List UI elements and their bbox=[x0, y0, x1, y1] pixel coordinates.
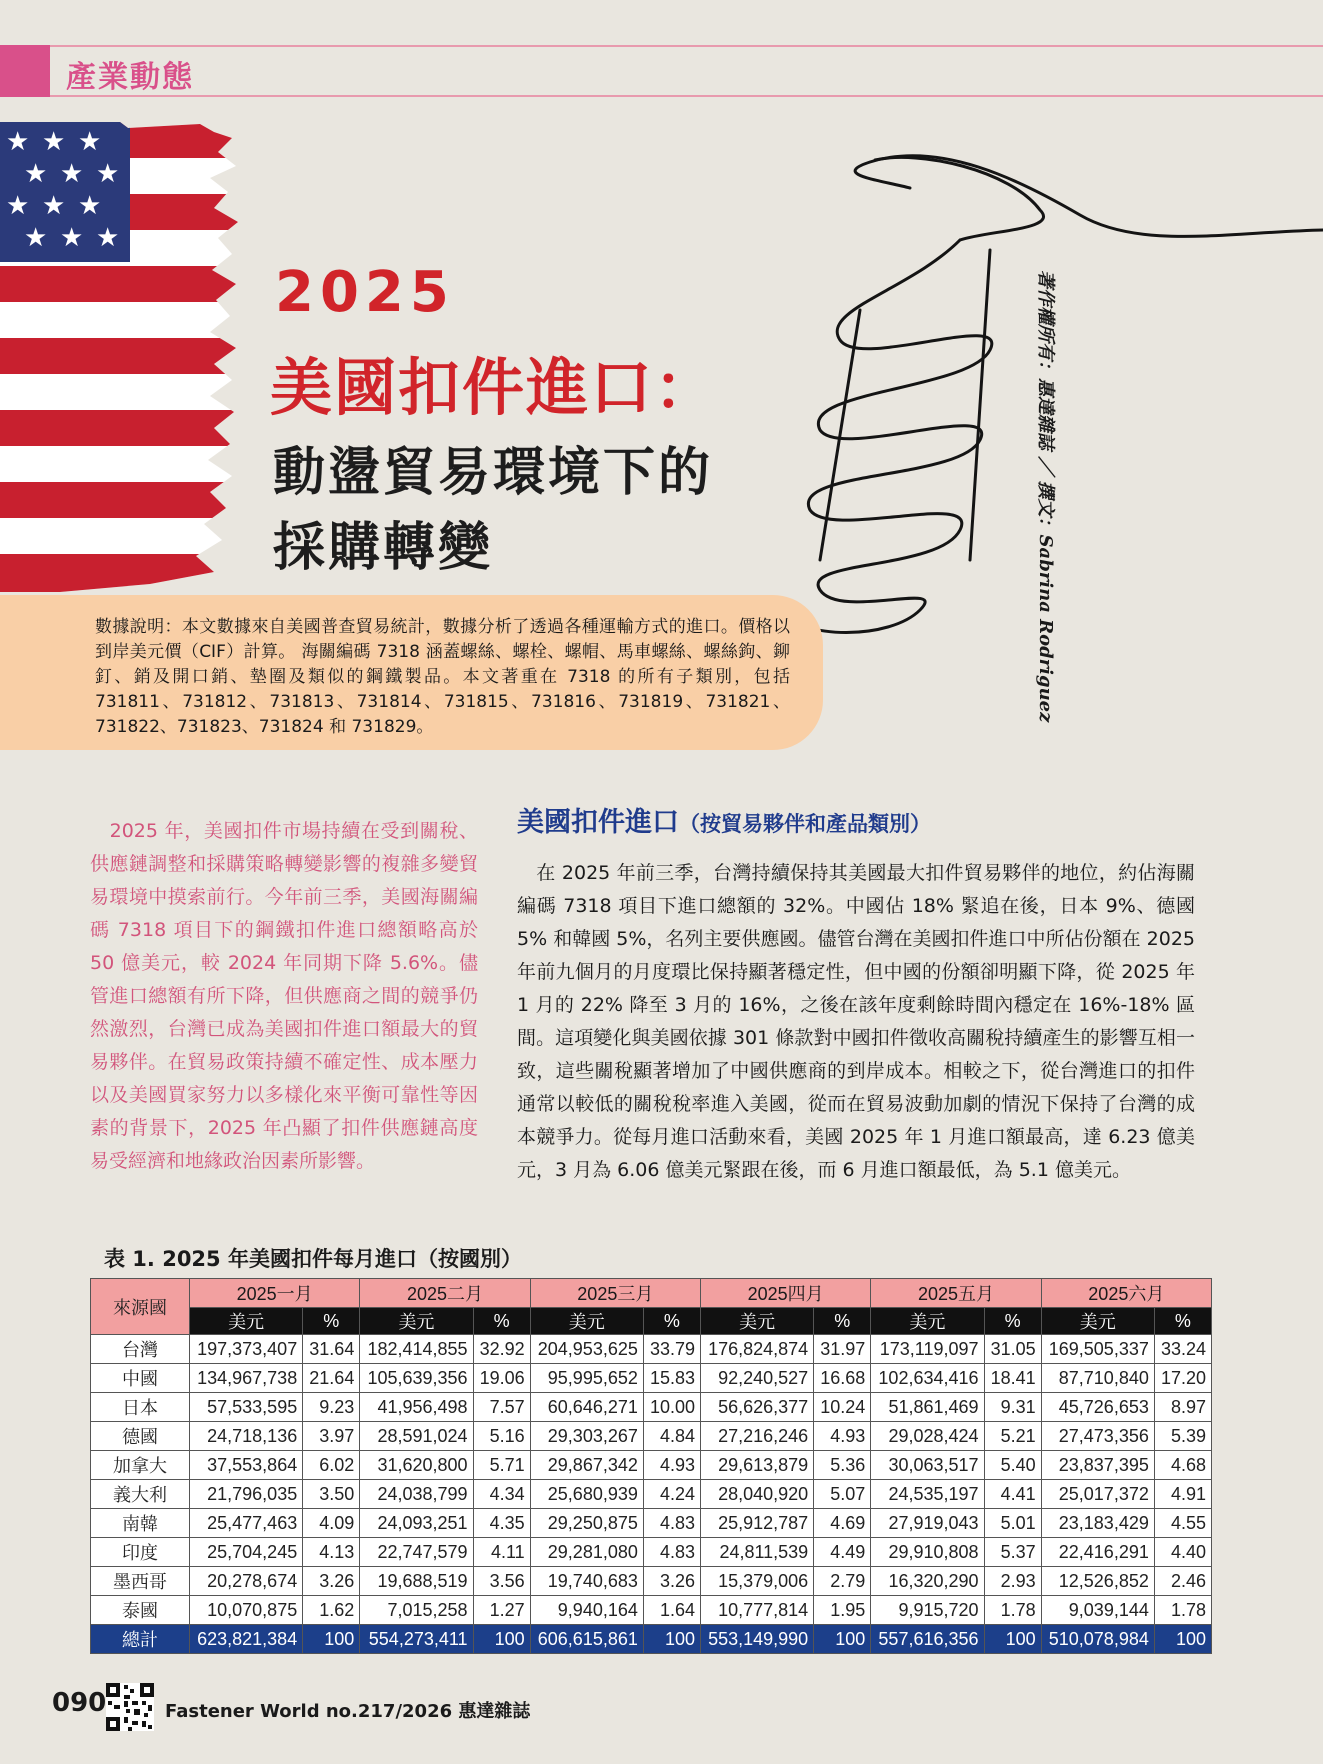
svg-text:★: ★ bbox=[24, 223, 48, 253]
table-row bbox=[91, 1596, 1212, 1625]
pct-value-cell: 4.11 bbox=[473, 1538, 530, 1567]
usd-header: 美元 bbox=[360, 1308, 473, 1335]
pct-value-cell: 33.79 bbox=[643, 1335, 700, 1364]
source-country-header: 來源國 bbox=[91, 1279, 190, 1335]
pct-value-cell: 1.78 bbox=[1154, 1596, 1211, 1625]
magazine-name: Fastener World no.217/2026 惠達雜誌 bbox=[165, 1701, 531, 1722]
header-bottom-rule bbox=[50, 95, 1323, 97]
pct-value-cell: 5.16 bbox=[473, 1422, 530, 1451]
pct-value-cell: 9.23 bbox=[303, 1393, 360, 1422]
usd-header: 美元 bbox=[700, 1308, 813, 1335]
usd-value-cell: 169,505,337 bbox=[1041, 1335, 1154, 1364]
usd-value-cell: 7,015,258 bbox=[360, 1596, 473, 1625]
usd-value-cell: 27,216,246 bbox=[700, 1422, 813, 1451]
usd-value-cell: 182,414,855 bbox=[360, 1335, 473, 1364]
section-body: 在 2025 年前三季，台灣持續保持其美國最大扣件貿易夥伴的地位，約佔海關編碼 7318 項目下進口總額的 32%。中國佔 18% 緊追在後，日本 9%、德國 5% 和韓國 5%，名列主要供應國。儘管台灣在美國扣件進口中所佔份額在 2025 年前九個月的月度環比保持顯著穩定性，但中國的份額卻明顯下降，從 2025 年 1 月的 22% 降至 3 月的 16%，之後在該年度剩餘時間內穩定在 16%-18% 區間。這項變化與美國依據 301 條款對中國扣件徵收高關稅持續產生的影響互相一致，這些關稅顯著增加了中國供應商的到岸成本。相較之下，從台灣進口的扣件通常以較低的關稅稅率進入美國，從而在貿易波動加劇的情況下保持了台灣的成本競爭力。從每月進口活動來看，美國 2025 年 1 月進口額最高，達 6.23 億美元，3 月為 6.06 億美元緊跟在後，而 6 月進口額最低，為 5.1 億美元。 bbox=[517, 862, 1195, 1181]
usd-value-cell: 31,620,800 bbox=[360, 1451, 473, 1480]
usd-value-cell: 553,149,990 bbox=[700, 1625, 813, 1654]
pct-header: % bbox=[303, 1308, 360, 1335]
svg-text:★: ★ bbox=[60, 223, 84, 253]
usd-value-cell: 9,940,164 bbox=[530, 1596, 643, 1625]
usd-value-cell: 29,867,342 bbox=[530, 1451, 643, 1480]
pct-header: % bbox=[984, 1308, 1041, 1335]
pct-value-cell: 4.13 bbox=[303, 1538, 360, 1567]
usd-value-cell: 27,919,043 bbox=[871, 1509, 984, 1538]
usd-value-cell: 24,811,539 bbox=[700, 1538, 813, 1567]
section-heading bbox=[517, 800, 931, 839]
svg-text:★: ★ bbox=[42, 191, 66, 221]
monthly-imports-table bbox=[90, 1278, 1212, 1654]
usd-value-cell: 10,070,875 bbox=[190, 1596, 303, 1625]
usd-value-cell: 29,028,424 bbox=[871, 1422, 984, 1451]
usd-value-cell: 10,777,814 bbox=[700, 1596, 813, 1625]
usd-value-cell: 29,303,267 bbox=[530, 1422, 643, 1451]
usd-value-cell: 29,281,080 bbox=[530, 1538, 643, 1567]
country-cell: 總計 bbox=[91, 1625, 190, 1654]
table-month-header-row bbox=[91, 1279, 1212, 1308]
usd-value-cell: 623,821,384 bbox=[190, 1625, 303, 1654]
intro-paragraph: 2025 年，美國扣件市場持續在受到關稅、供應鏈調整和採購策略轉變影響的複雜多變貿易環境中摸索前行。今年前三季，美國海關編碼 7318 項目下的鋼鐵扣件進口總額略高於 50 億美元，較 2024 年同期下降 5.6%。儘管進口總額有所下降，但供應商之間的競爭仍然激烈，台灣已成為美國扣件進口額最大的貿易夥伴。在貿易政策持續不確定性、成本壓力以及美國買家努力以多樣化來平衡可靠性等因素的背景下，2025 年凸顯了扣件供應鏈高度易受經濟和地緣政治因素所影響。 bbox=[90, 820, 478, 1172]
pct-value-cell: 100 bbox=[984, 1625, 1041, 1654]
pct-value-cell: 32.92 bbox=[473, 1335, 530, 1364]
country-cell: 加拿大 bbox=[91, 1451, 190, 1480]
usd-value-cell: 28,591,024 bbox=[360, 1422, 473, 1451]
section-header bbox=[0, 45, 1323, 97]
usd-value-cell: 204,953,625 bbox=[530, 1335, 643, 1364]
usd-value-cell: 134,967,738 bbox=[190, 1364, 303, 1393]
usd-value-cell: 25,912,787 bbox=[700, 1509, 813, 1538]
pct-value-cell: 1.78 bbox=[984, 1596, 1041, 1625]
pct-value-cell: 16.68 bbox=[814, 1364, 871, 1393]
usd-value-cell: 22,416,291 bbox=[1041, 1538, 1154, 1567]
pct-value-cell: 5.21 bbox=[984, 1422, 1041, 1451]
usd-value-cell: 25,017,372 bbox=[1041, 1480, 1154, 1509]
usd-header: 美元 bbox=[871, 1308, 984, 1335]
pct-value-cell: 4.24 bbox=[643, 1480, 700, 1509]
usd-value-cell: 19,740,683 bbox=[530, 1567, 643, 1596]
data-note-box bbox=[0, 595, 823, 750]
usd-header: 美元 bbox=[530, 1308, 643, 1335]
table-row bbox=[91, 1422, 1212, 1451]
pct-value-cell: 33.24 bbox=[1154, 1335, 1211, 1364]
pct-value-cell: 3.26 bbox=[303, 1567, 360, 1596]
data-note-text: 數據說明：本文數據來自美國普查貿易統計，數據分析了透過各種運輸方式的進口。價格以到岸美元價（CIF）計算。 海關編碼 7318 涵蓋螺絲、螺栓、螺帽、馬車螺絲、螺絲鉤、鉚釘、銷及開口銷、墊圈及類似的鋼鐵製品。本文著重在 7318 的所有子類別，包括 731811、731812、731813、731814、731815、731816、731819、731821、731822、731823、731824 和 731829。 bbox=[95, 617, 790, 737]
usd-value-cell: 45,726,653 bbox=[1041, 1393, 1154, 1422]
table-row bbox=[91, 1364, 1212, 1393]
us-flag-illustration bbox=[0, 122, 240, 592]
svg-text:★: ★ bbox=[78, 191, 102, 221]
pct-value-cell: 10.00 bbox=[643, 1393, 700, 1422]
pct-value-cell: 4.34 bbox=[473, 1480, 530, 1509]
pct-value-cell: 19.06 bbox=[473, 1364, 530, 1393]
pct-value-cell: 4.40 bbox=[1154, 1538, 1211, 1567]
month-header: 2025四月 bbox=[700, 1279, 870, 1308]
usd-value-cell: 15,379,006 bbox=[700, 1567, 813, 1596]
pct-value-cell: 7.57 bbox=[473, 1393, 530, 1422]
country-cell: 南韓 bbox=[91, 1509, 190, 1538]
usd-value-cell: 510,078,984 bbox=[1041, 1625, 1154, 1654]
table-row bbox=[91, 1509, 1212, 1538]
pct-value-cell: 3.26 bbox=[643, 1567, 700, 1596]
pct-value-cell: 4.83 bbox=[643, 1509, 700, 1538]
pct-value-cell: 100 bbox=[814, 1625, 871, 1654]
usd-value-cell: 29,250,875 bbox=[530, 1509, 643, 1538]
usd-value-cell: 29,613,879 bbox=[700, 1451, 813, 1480]
month-header: 2025六月 bbox=[1041, 1279, 1211, 1308]
pct-header: % bbox=[1154, 1308, 1211, 1335]
usd-value-cell: 92,240,527 bbox=[700, 1364, 813, 1393]
author-credit-text: 著作權所有：惠達雜誌 ／ 撰文：Sabrina Rodriguez bbox=[1035, 270, 1056, 723]
country-cell: 台灣 bbox=[91, 1335, 190, 1364]
page-number: 090 bbox=[52, 1688, 107, 1718]
table-row bbox=[91, 1335, 1212, 1364]
section-heading-sub: （按貿易夥伴和產品類別） bbox=[679, 812, 931, 836]
usd-value-cell: 95,995,652 bbox=[530, 1364, 643, 1393]
pct-value-cell: 100 bbox=[303, 1625, 360, 1654]
pct-value-cell: 4.93 bbox=[643, 1451, 700, 1480]
country-cell: 墨西哥 bbox=[91, 1567, 190, 1596]
usd-value-cell: 23,183,429 bbox=[1041, 1509, 1154, 1538]
title-year: 2025 bbox=[275, 260, 455, 325]
usd-value-cell: 606,615,861 bbox=[530, 1625, 643, 1654]
pct-value-cell: 5.40 bbox=[984, 1451, 1041, 1480]
pct-value-cell: 4.69 bbox=[814, 1509, 871, 1538]
table-total-row bbox=[91, 1625, 1212, 1654]
pct-value-cell: 4.68 bbox=[1154, 1451, 1211, 1480]
usd-value-cell: 24,535,197 bbox=[871, 1480, 984, 1509]
pct-value-cell: 15.83 bbox=[643, 1364, 700, 1393]
author-credit bbox=[1030, 270, 1060, 723]
usd-value-cell: 24,038,799 bbox=[360, 1480, 473, 1509]
pct-value-cell: 5.07 bbox=[814, 1480, 871, 1509]
usd-value-cell: 176,824,874 bbox=[700, 1335, 813, 1364]
country-cell: 泰國 bbox=[91, 1596, 190, 1625]
svg-text:★: ★ bbox=[60, 159, 84, 189]
header-top-rule bbox=[0, 45, 1323, 47]
title-subtitle-line1: 動盪貿易環境下的 bbox=[273, 443, 714, 503]
usd-value-cell: 41,956,498 bbox=[360, 1393, 473, 1422]
table-row bbox=[91, 1480, 1212, 1509]
country-cell: 義大利 bbox=[91, 1480, 190, 1509]
pct-value-cell: 8.97 bbox=[1154, 1393, 1211, 1422]
title-subtitle-line2: 採購轉變 bbox=[273, 518, 494, 578]
pct-value-cell: 2.46 bbox=[1154, 1567, 1211, 1596]
pct-value-cell: 21.64 bbox=[303, 1364, 360, 1393]
svg-text:★: ★ bbox=[42, 127, 66, 157]
country-cell: 日本 bbox=[91, 1393, 190, 1422]
table-row bbox=[91, 1567, 1212, 1596]
pct-value-cell: 4.55 bbox=[1154, 1509, 1211, 1538]
pct-value-cell: 5.39 bbox=[1154, 1422, 1211, 1451]
pct-value-cell: 3.50 bbox=[303, 1480, 360, 1509]
usd-value-cell: 87,710,840 bbox=[1041, 1364, 1154, 1393]
usd-value-cell: 21,796,035 bbox=[190, 1480, 303, 1509]
table-row bbox=[91, 1393, 1212, 1422]
pct-value-cell: 100 bbox=[643, 1625, 700, 1654]
country-cell: 印度 bbox=[91, 1538, 190, 1567]
svg-text:★: ★ bbox=[96, 159, 120, 189]
usd-value-cell: 51,861,469 bbox=[871, 1393, 984, 1422]
pct-header: % bbox=[814, 1308, 871, 1335]
pct-value-cell: 4.84 bbox=[643, 1422, 700, 1451]
pct-value-cell: 4.49 bbox=[814, 1538, 871, 1567]
country-cell: 中國 bbox=[91, 1364, 190, 1393]
usd-value-cell: 24,718,136 bbox=[190, 1422, 303, 1451]
usd-value-cell: 557,616,356 bbox=[871, 1625, 984, 1654]
pct-value-cell: 17.20 bbox=[1154, 1364, 1211, 1393]
qr-code-icon bbox=[106, 1683, 154, 1731]
pct-value-cell: 1.27 bbox=[473, 1596, 530, 1625]
usd-value-cell: 9,915,720 bbox=[871, 1596, 984, 1625]
svg-text:★: ★ bbox=[6, 191, 30, 221]
month-header: 2025三月 bbox=[530, 1279, 700, 1308]
month-header: 2025二月 bbox=[360, 1279, 530, 1308]
pct-value-cell: 100 bbox=[473, 1625, 530, 1654]
usd-value-cell: 9,039,144 bbox=[1041, 1596, 1154, 1625]
pct-value-cell: 10.24 bbox=[814, 1393, 871, 1422]
usd-value-cell: 105,639,356 bbox=[360, 1364, 473, 1393]
usd-value-cell: 197,373,407 bbox=[190, 1335, 303, 1364]
pct-value-cell: 4.09 bbox=[303, 1509, 360, 1538]
pct-value-cell: 5.01 bbox=[984, 1509, 1041, 1538]
pct-value-cell: 3.56 bbox=[473, 1567, 530, 1596]
month-header: 2025五月 bbox=[871, 1279, 1041, 1308]
usd-value-cell: 60,646,271 bbox=[530, 1393, 643, 1422]
pct-value-cell: 1.62 bbox=[303, 1596, 360, 1625]
usd-value-cell: 27,473,356 bbox=[1041, 1422, 1154, 1451]
pct-value-cell: 5.71 bbox=[473, 1451, 530, 1480]
pct-value-cell: 1.95 bbox=[814, 1596, 871, 1625]
pct-value-cell: 2.79 bbox=[814, 1567, 871, 1596]
table-row bbox=[91, 1451, 1212, 1480]
svg-text:★: ★ bbox=[78, 127, 102, 157]
usd-value-cell: 554,273,411 bbox=[360, 1625, 473, 1654]
pct-value-cell: 5.37 bbox=[984, 1538, 1041, 1567]
usd-value-cell: 57,533,595 bbox=[190, 1393, 303, 1422]
usd-value-cell: 102,634,416 bbox=[871, 1364, 984, 1393]
section-label: 產業動態 bbox=[66, 60, 194, 95]
usd-value-cell: 56,626,377 bbox=[700, 1393, 813, 1422]
usd-value-cell: 16,320,290 bbox=[871, 1567, 984, 1596]
usd-value-cell: 24,093,251 bbox=[360, 1509, 473, 1538]
svg-text:★: ★ bbox=[96, 223, 120, 253]
imports-table-wrapper bbox=[90, 1278, 1212, 1654]
pct-value-cell: 31.64 bbox=[303, 1335, 360, 1364]
usd-value-cell: 30,063,517 bbox=[871, 1451, 984, 1480]
table-row bbox=[91, 1538, 1212, 1567]
pct-value-cell: 4.41 bbox=[984, 1480, 1041, 1509]
pct-value-cell: 4.83 bbox=[643, 1538, 700, 1567]
usd-value-cell: 29,910,808 bbox=[871, 1538, 984, 1567]
usd-value-cell: 25,680,939 bbox=[530, 1480, 643, 1509]
usd-value-cell: 37,553,864 bbox=[190, 1451, 303, 1480]
pct-value-cell: 2.93 bbox=[984, 1567, 1041, 1596]
usd-value-cell: 19,688,519 bbox=[360, 1567, 473, 1596]
pct-value-cell: 5.36 bbox=[814, 1451, 871, 1480]
pct-value-cell: 9.31 bbox=[984, 1393, 1041, 1422]
usd-value-cell: 20,278,674 bbox=[190, 1567, 303, 1596]
pct-value-cell: 4.35 bbox=[473, 1509, 530, 1538]
usd-value-cell: 28,040,920 bbox=[700, 1480, 813, 1509]
table-caption: 表 1. 2025 年美國扣件每月進口（按國別） bbox=[104, 1247, 522, 1271]
usd-value-cell: 12,526,852 bbox=[1041, 1567, 1154, 1596]
usd-header: 美元 bbox=[1041, 1308, 1154, 1335]
usd-value-cell: 173,119,097 bbox=[871, 1335, 984, 1364]
usd-value-cell: 25,704,245 bbox=[190, 1538, 303, 1567]
title-main: 美國扣件進口： bbox=[270, 351, 719, 424]
usd-value-cell: 23,837,395 bbox=[1041, 1451, 1154, 1480]
pct-value-cell: 4.91 bbox=[1154, 1480, 1211, 1509]
pct-value-cell: 31.97 bbox=[814, 1335, 871, 1364]
pct-value-cell: 100 bbox=[1154, 1625, 1211, 1654]
pct-value-cell: 1.64 bbox=[643, 1596, 700, 1625]
table-sub-header-row bbox=[91, 1308, 1212, 1335]
usd-value-cell: 22,747,579 bbox=[360, 1538, 473, 1567]
pct-value-cell: 18.41 bbox=[984, 1364, 1041, 1393]
svg-text:★: ★ bbox=[24, 159, 48, 189]
pct-header: % bbox=[643, 1308, 700, 1335]
country-cell: 德國 bbox=[91, 1422, 190, 1451]
pct-value-cell: 31.05 bbox=[984, 1335, 1041, 1364]
section-heading-main: 美國扣件進口 bbox=[517, 807, 679, 838]
flag-star-icon: ★ bbox=[6, 127, 30, 157]
pct-value-cell: 3.97 bbox=[303, 1422, 360, 1451]
pct-header: % bbox=[473, 1308, 530, 1335]
table-body bbox=[91, 1335, 1212, 1654]
pct-value-cell: 6.02 bbox=[303, 1451, 360, 1480]
pct-value-cell: 4.93 bbox=[814, 1422, 871, 1451]
month-header: 2025一月 bbox=[190, 1279, 360, 1308]
usd-header: 美元 bbox=[190, 1308, 303, 1335]
header-color-block bbox=[0, 45, 50, 97]
usd-value-cell: 25,477,463 bbox=[190, 1509, 303, 1538]
